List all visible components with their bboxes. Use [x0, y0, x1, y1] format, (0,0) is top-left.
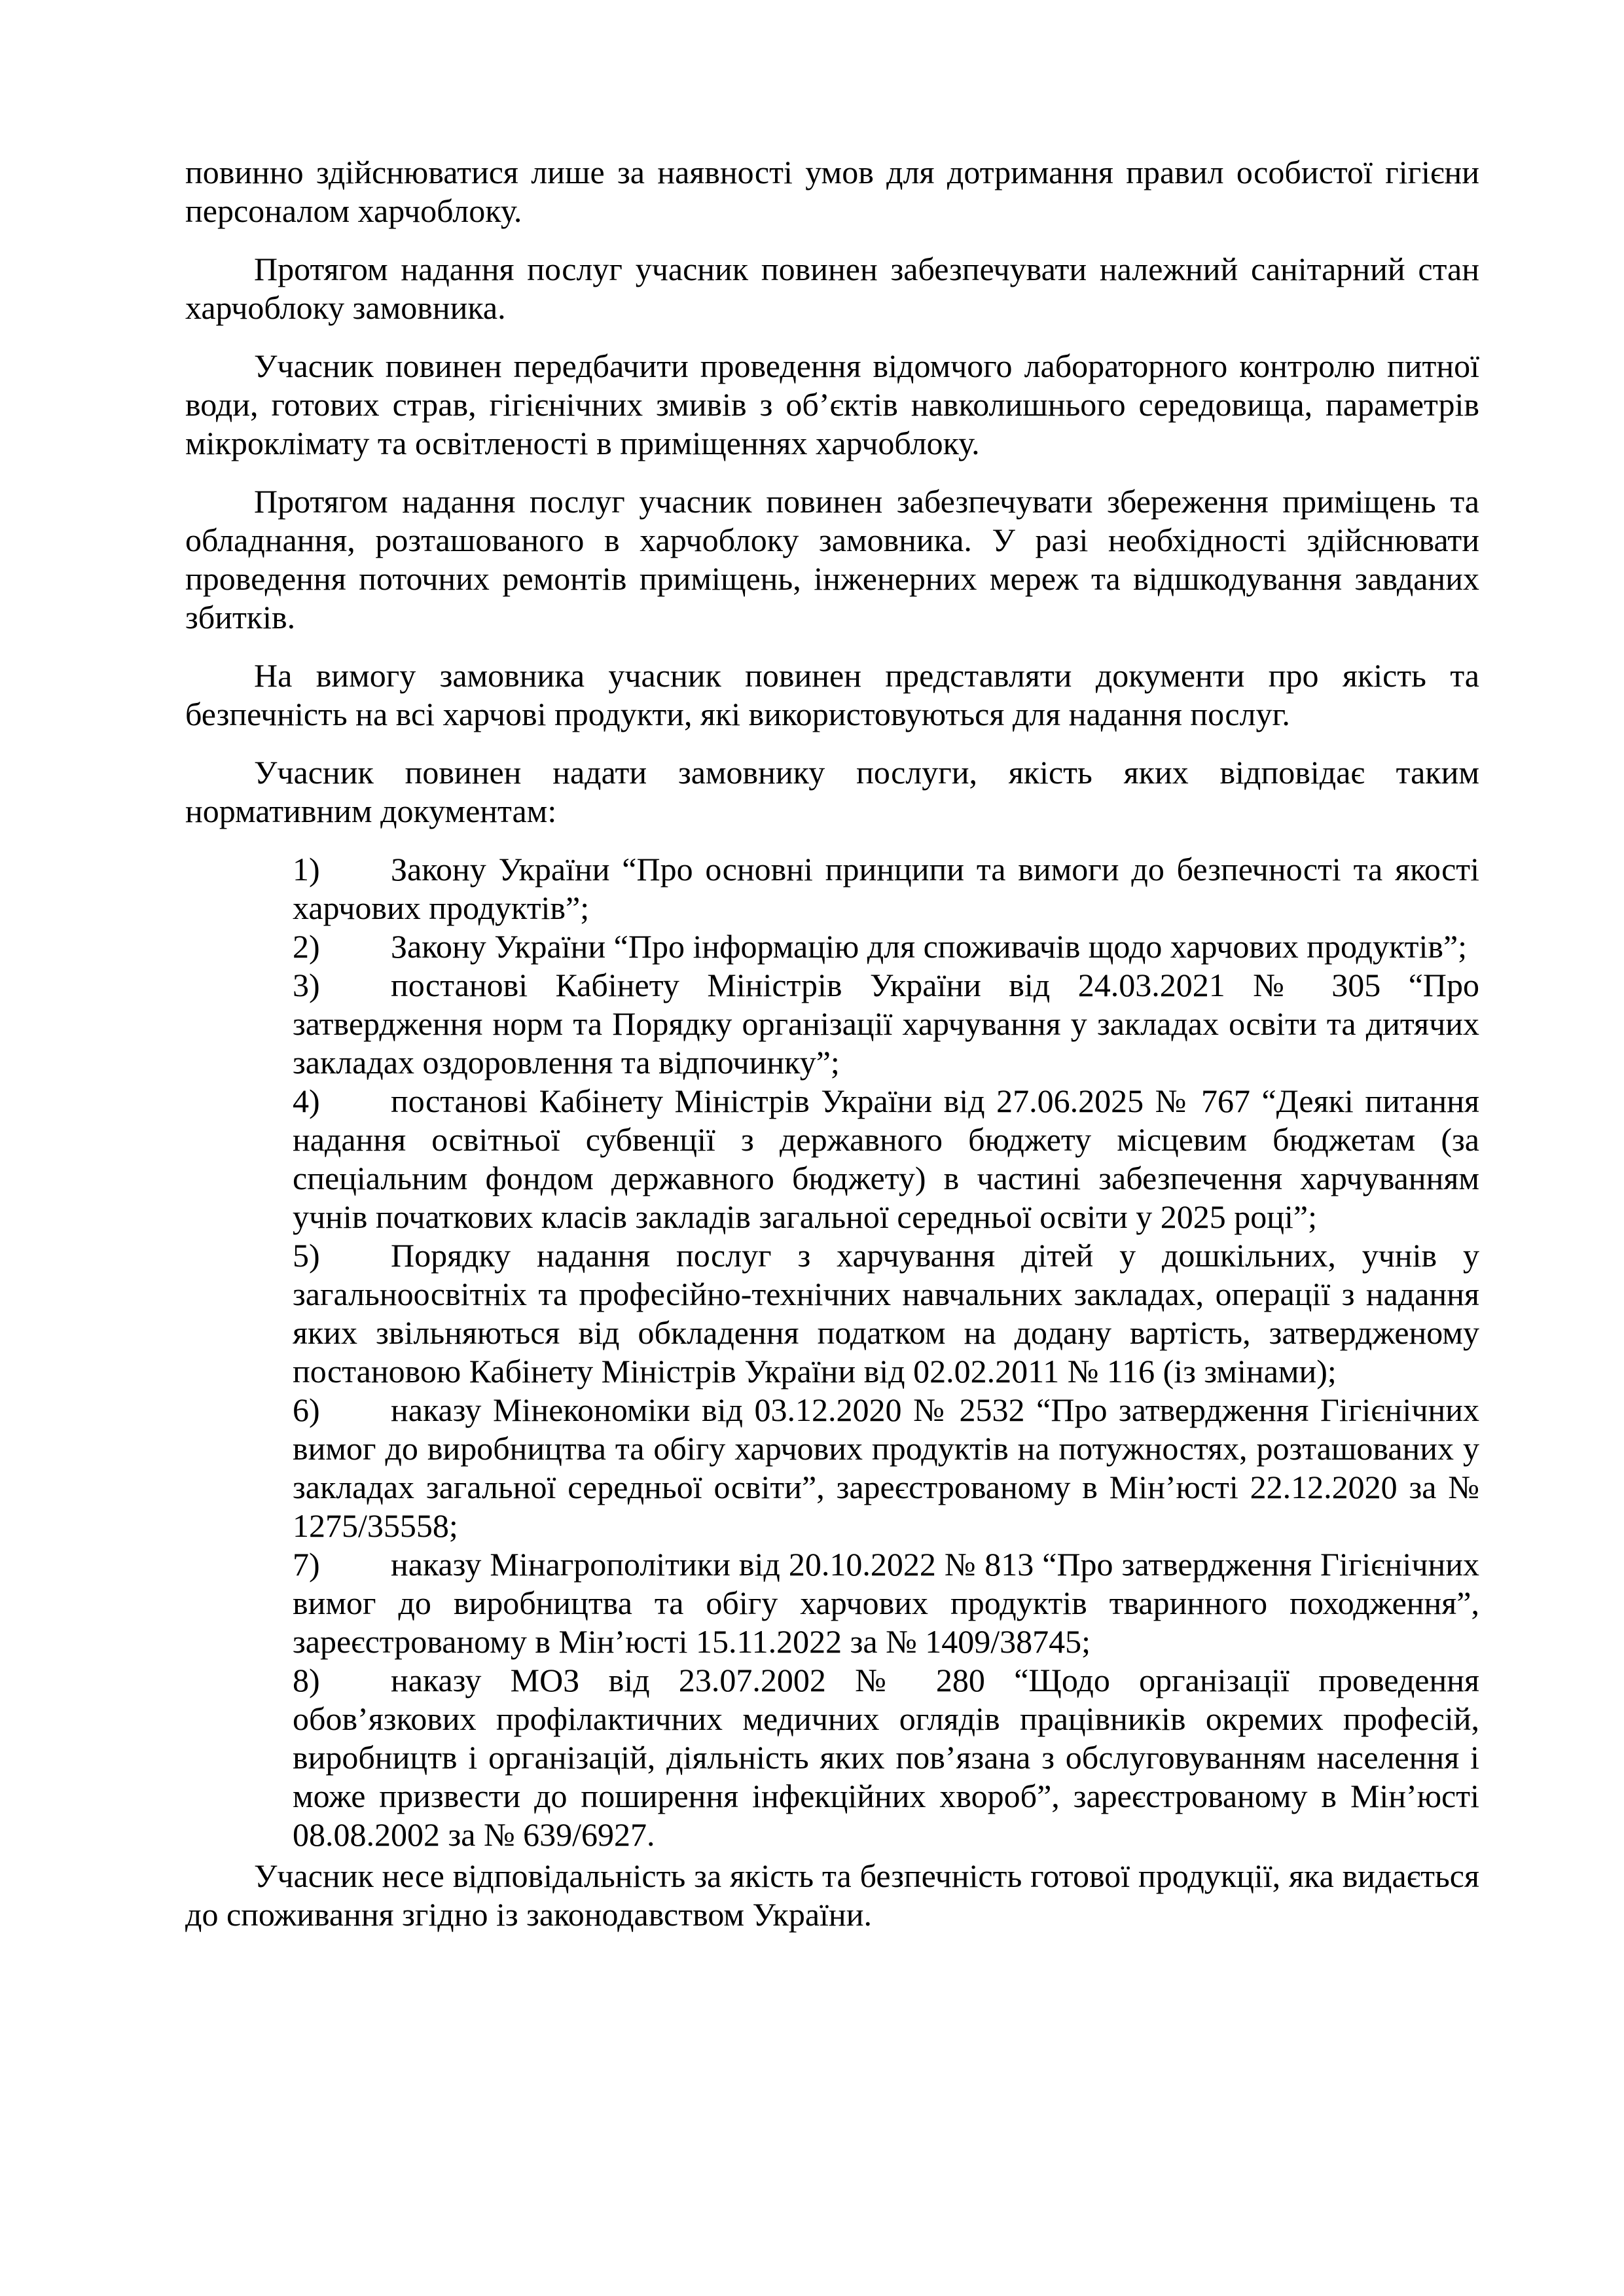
normative-documents-list [185, 850, 1479, 1854]
paragraph-normative-documents-intro: Учасник повинен надати замовнику послуги, якість яких відповідає таким нормативним документам: [185, 754, 1479, 829]
list-item-6-number: 6) [293, 1391, 320, 1428]
list-item-4-number: 4) [293, 1083, 320, 1119]
list-item-1-number: 1) [293, 851, 320, 888]
list-item-5-text: Порядку надання послуг з харчування дітей у дошкільних, учнів у загальноосвітніх та професійно-технічних навчальних закладах, операції з надання яких звільняються від обкладення податком на додану вартість, затвердженому постановою Кабінету Міністрів України від 02.02.2011 № 116 (із змінами); [293, 1237, 1479, 1390]
list-item-5-number: 5) [293, 1237, 320, 1274]
paragraph-lab-control: Учасник повинен передбачити проведення відомчого лабораторного контролю питної води, готових страв, гігієнічних змивів з об’єктів навколишнього середовища, параметрів мікроклімату та освітленості в приміщеннях харчоблоку. [185, 348, 1479, 461]
list-item-7 [293, 1545, 1479, 1661]
list-item-6 [293, 1391, 1479, 1545]
list-item-2-text: Закону України “Про інформацію для споживачів щодо харчових продуктів”; [391, 928, 1468, 965]
list-item-2-number: 2) [293, 928, 320, 965]
list-item-3 [293, 966, 1479, 1082]
paragraph-quality-documents-on-demand: На вимогу замовника учасник повинен представляти документи про якість та безпечність на всі харчові продукти, які використовуються для надання послуг. [185, 657, 1479, 732]
paragraph-sanitary-state: Протягом надання послуг учасник повинен забезпечувати належний санітарний стан харчоблоку замовника. [185, 251, 1479, 326]
list-item-3-number: 3) [293, 967, 320, 1003]
list-item-7-number: 7) [293, 1546, 320, 1583]
list-item-1 [293, 850, 1479, 927]
list-item-2 [293, 927, 1479, 966]
list-item-6-text: наказу Мінекономіки від 03.12.2020 № 2532 “Про затвердження Гігієнічних вимог до виробництва та обігу харчових продуктів на потужностях, розташованих у закладах загальної середньої освіти”, зареєстрованому в Мін’юсті 22.12.2020 за № 1275/35558; [293, 1391, 1479, 1544]
paragraph-premises-preservation: Протягом надання послуг учасник повинен забезпечувати збереження приміщень та обладнання, розташованого в харчоблоку замовника. У разі необхідності здійснювати проведення поточних ремонтів приміщень, інженерних мереж та відшкодування завданих збитків. [185, 483, 1479, 636]
list-item-7-text: наказу Мінагрополітики від 20.10.2022 № 813 “Про затвердження Гігієнічних вимог до виробництва та обігу харчових продуктів тваринного походження”, зареєстрованому в Мін’юсті 15.11.2022 за № 1409/38745; [293, 1546, 1479, 1660]
list-item-5 [293, 1236, 1479, 1391]
document-page [185, 153, 1479, 1934]
paragraph-responsibility: Учасник несе відповідальність за якість та безпечність готової продукції, яка видається до споживання згідно із законодавством України. [185, 1857, 1479, 1933]
paragraph-hygiene-conditions: повинно здійснюватися лише за наявності умов для дотримання правил особистої гігієни персоналом харчоблоку. [185, 154, 1479, 229]
list-item-8-number: 8) [293, 1662, 320, 1698]
list-item-8 [293, 1661, 1479, 1854]
list-item-4 [293, 1082, 1479, 1236]
list-item-3-text: постанові Кабінету Міністрів України від 24.03.2021 № 305 “Про затвердження норм та Порядку організації харчування у закладах освіти та дитячих закладах оздоровлення та відпочинку”; [293, 967, 1479, 1081]
list-item-4-text: постанові Кабінету Міністрів України від 27.06.2025 № 767 “Деякі питання надання освітньої субвенції з державного бюджету місцевим бюджетам (за спеціальним фондом державного бюджету) в частині забезпечення харчуванням учнів початкових класів закладів загальної середньої освіти у 2025 році”; [293, 1083, 1479, 1235]
list-item-8-text: наказу МОЗ від 23.07.2002 № 280 “Щодо організації проведення обов’язкових профілактичних медичних оглядів працівників окремих професій, виробництв і організацій, діяльність яких пов’язана з обслуговуванням населення і може призвести до поширення інфекційних хвороб”, зареєстрованому в Мін’юсті 08.08.2002 за № 639/6927. [293, 1662, 1479, 1853]
list-item-1-text: Закону України “Про основні принципи та вимоги до безпечності та якості харчових продуктів”; [293, 851, 1479, 926]
